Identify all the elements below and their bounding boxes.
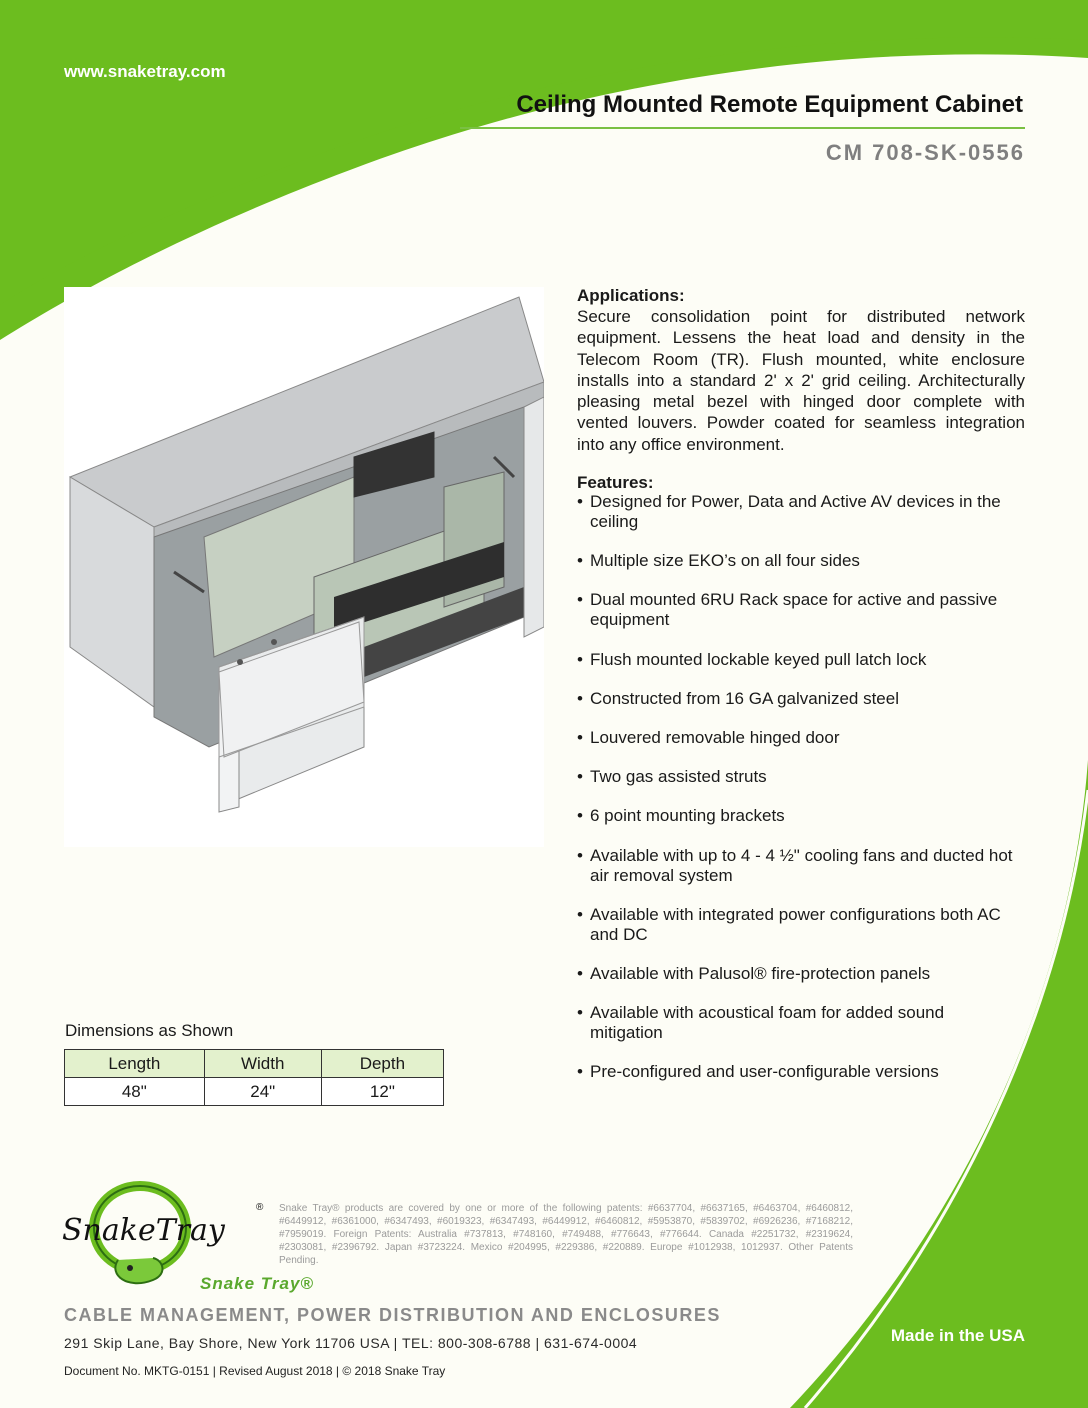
- table-row: [65, 1078, 444, 1106]
- list-item: • Available with acoustical foam for added sound mitigation: [577, 1003, 1017, 1043]
- list-item: • Designed for Power, Data and Active AV devices in the ceiling: [577, 492, 1017, 532]
- website-url[interactable]: www.snaketray.com: [64, 62, 226, 81]
- list-item: • Available with Palusol® fire-protection panels: [577, 964, 1017, 984]
- list-item: • Available with up to 4 - 4 ½" cooling fans and ducted hot air removal system: [577, 846, 1017, 886]
- title-divider: [460, 127, 1025, 129]
- list-item: • Constructed from 16 GA galvanized steel: [577, 689, 1017, 709]
- svg-text:®: ®: [256, 1202, 264, 1213]
- logo-lettering: SnakeTray: [62, 1213, 225, 1248]
- list-item: • 6 point mounting brackets: [577, 806, 1017, 826]
- made-in-usa: Made in the USA: [890, 1326, 1025, 1345]
- applications-heading: Applications:: [577, 286, 685, 305]
- features-heading: Features:: [577, 473, 654, 492]
- product-image: [64, 287, 544, 847]
- dimensions-caption: Dimensions as Shown: [65, 1021, 234, 1040]
- list-item: • Pre-configured and user-configurable versions: [577, 1062, 1017, 1082]
- document-number: Document No. MKTG-0151 | Revised August 2018 | © 2018 Snake Tray: [64, 1364, 446, 1378]
- list-item: • Multiple size EKO’s on all four sides: [577, 551, 1017, 571]
- list-item: • Dual mounted 6RU Rack space for active and passive equipment: [577, 590, 1017, 630]
- list-item: • Two gas assisted struts: [577, 767, 1017, 787]
- brand-name: Snake Tray®: [200, 1274, 314, 1293]
- list-item: • Flush mounted lockable keyed pull latch lock: [577, 650, 1017, 670]
- patents-text: Snake Tray® products are covered by one or more of the following patents: #6637704, #6637165, #6463704, #6460812, #6449912, #6361000, #6347493, #6019323, #6347493, #6449912, #6460812, #5953870, #5839702, #6926236, #7168212, #7959019. Foreign Patents: Australia #737813, #748160, #749488, #776643, #776644. Canada #2251732, #2319624, #2303081, #2396792. Japan #3723224. Mexico #204995, #229386, #220889. Europe #1012938, 1012937. Other Patents Pending.: [279, 1203, 853, 1266]
- table-cell: 48": [65, 1078, 205, 1106]
- applications-text: Secure consolidation point for distributed network equipment. Lessens the heat load and density in the Telecom Room (TR). Flush mounted, white enclosure installs into a standard 2' x 2' grid ceiling. Architecturally pleasing metal bezel with hinged door complete with vented louvers. Powder coated for seamless integration into any office environment.: [577, 307, 1025, 454]
- table-header: Length: [65, 1050, 205, 1078]
- company-address: 291 Skip Lane, Bay Shore, New York 11706 USA | TEL: 800-308-6788 | 631-674-0004: [64, 1335, 638, 1351]
- company-tagline: CABLE MANAGEMENT, POWER DISTRIBUTION AND ENCLOSURES: [64, 1305, 721, 1325]
- page-title: Ceiling Mounted Remote Equipment Cabinet: [516, 91, 1023, 118]
- table-header-row: [65, 1050, 444, 1078]
- list-item: • Louvered removable hinged door: [577, 728, 1017, 748]
- table-cell: 12": [321, 1078, 443, 1106]
- features-list: [577, 492, 1017, 1101]
- model-number: CM 708-SK-0556: [825, 140, 1025, 165]
- table-cell: 24": [204, 1078, 321, 1106]
- dimensions-table: [64, 1049, 444, 1106]
- table-header: Depth: [321, 1050, 443, 1078]
- table-header: Width: [204, 1050, 321, 1078]
- list-item: • Available with integrated power configurations both AC and DC: [577, 905, 1017, 945]
